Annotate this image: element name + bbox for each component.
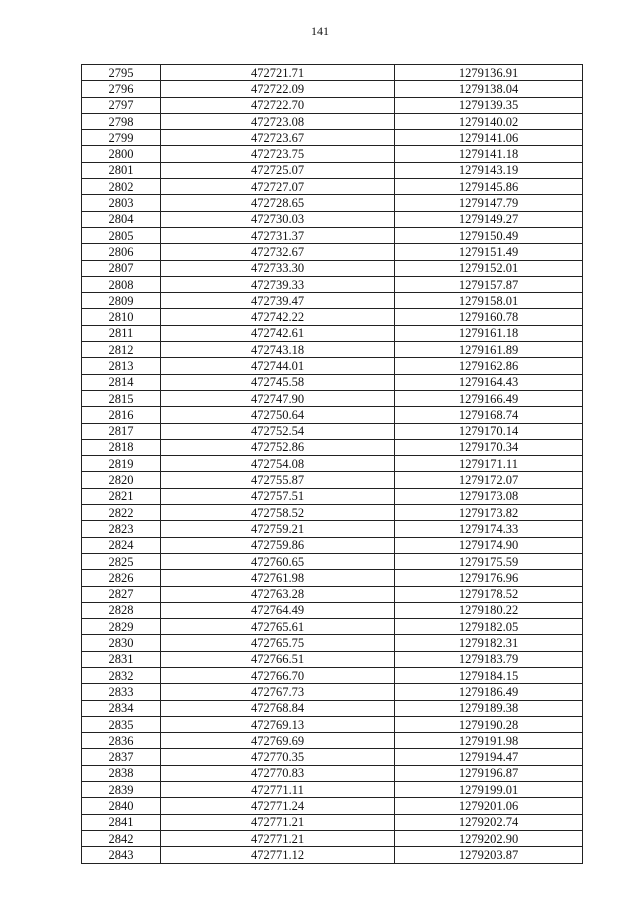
point-id-cell: 2807	[82, 260, 161, 276]
y-coordinate-cell: 1279150.49	[395, 227, 583, 243]
x-coordinate-cell: 472771.24	[161, 798, 395, 814]
x-coordinate-cell: 472727.07	[161, 179, 395, 195]
x-coordinate-cell: 472765.61	[161, 619, 395, 635]
table-row	[82, 798, 583, 814]
table-row	[82, 472, 583, 488]
x-coordinate-cell: 472769.13	[161, 716, 395, 732]
table-row	[82, 700, 583, 716]
y-coordinate-cell: 1279160.78	[395, 309, 583, 325]
y-coordinate-cell: 1279190.28	[395, 716, 583, 732]
x-coordinate-cell: 472771.21	[161, 814, 395, 830]
y-coordinate-cell: 1279139.35	[395, 97, 583, 113]
y-coordinate-cell: 1279173.82	[395, 505, 583, 521]
point-id-cell: 2827	[82, 586, 161, 602]
table-row	[82, 505, 583, 521]
point-id-cell: 2840	[82, 798, 161, 814]
point-id-cell: 2809	[82, 293, 161, 309]
x-coordinate-cell: 472755.87	[161, 472, 395, 488]
x-coordinate-cell: 472747.90	[161, 390, 395, 406]
x-coordinate-cell: 472768.84	[161, 700, 395, 716]
point-id-cell: 2835	[82, 716, 161, 732]
y-coordinate-cell: 1279175.59	[395, 553, 583, 569]
point-id-cell: 2802	[82, 179, 161, 195]
table-row	[82, 244, 583, 260]
table-row	[82, 602, 583, 618]
table-row	[82, 782, 583, 798]
x-coordinate-cell: 472759.86	[161, 537, 395, 553]
y-coordinate-cell: 1279161.18	[395, 325, 583, 341]
table-row	[82, 113, 583, 129]
point-id-cell: 2818	[82, 439, 161, 455]
point-id-cell: 2814	[82, 374, 161, 390]
y-coordinate-cell: 1279141.18	[395, 146, 583, 162]
x-coordinate-cell: 472771.12	[161, 847, 395, 863]
y-coordinate-cell: 1279170.34	[395, 439, 583, 455]
y-coordinate-cell: 1279176.96	[395, 570, 583, 586]
x-coordinate-cell: 472723.08	[161, 113, 395, 129]
table-row	[82, 733, 583, 749]
x-coordinate-cell: 472752.86	[161, 439, 395, 455]
y-coordinate-cell: 1279174.90	[395, 537, 583, 553]
table-row	[82, 276, 583, 292]
x-coordinate-cell: 472764.49	[161, 602, 395, 618]
x-coordinate-cell: 472739.33	[161, 276, 395, 292]
x-coordinate-cell: 472759.21	[161, 521, 395, 537]
table-row	[82, 651, 583, 667]
point-id-cell: 2820	[82, 472, 161, 488]
point-id-cell: 2817	[82, 423, 161, 439]
y-coordinate-cell: 1279182.05	[395, 619, 583, 635]
table-row	[82, 830, 583, 846]
point-id-cell: 2842	[82, 830, 161, 846]
x-coordinate-cell: 472771.11	[161, 782, 395, 798]
point-id-cell: 2833	[82, 684, 161, 700]
point-id-cell: 2830	[82, 635, 161, 651]
y-coordinate-cell: 1279182.31	[395, 635, 583, 651]
x-coordinate-cell: 472758.52	[161, 505, 395, 521]
x-coordinate-cell: 472744.01	[161, 358, 395, 374]
y-coordinate-cell: 1279151.49	[395, 244, 583, 260]
y-coordinate-cell: 1279173.08	[395, 488, 583, 504]
point-id-cell: 2824	[82, 537, 161, 553]
y-coordinate-cell: 1279184.15	[395, 667, 583, 683]
point-id-cell: 2811	[82, 325, 161, 341]
y-coordinate-cell: 1279202.74	[395, 814, 583, 830]
point-id-cell: 2839	[82, 782, 161, 798]
point-id-cell: 2796	[82, 81, 161, 97]
y-coordinate-cell: 1279203.87	[395, 847, 583, 863]
x-coordinate-cell: 472721.71	[161, 65, 395, 81]
table-row	[82, 97, 583, 113]
table-row	[82, 146, 583, 162]
x-coordinate-cell: 472739.47	[161, 293, 395, 309]
x-coordinate-cell: 472731.37	[161, 227, 395, 243]
x-coordinate-cell: 472761.98	[161, 570, 395, 586]
x-coordinate-cell: 472766.51	[161, 651, 395, 667]
y-coordinate-cell: 1279168.74	[395, 407, 583, 423]
table-row	[82, 488, 583, 504]
table-row	[82, 374, 583, 390]
page-number: 141	[311, 24, 329, 38]
table-row	[82, 423, 583, 439]
point-id-cell: 2829	[82, 619, 161, 635]
table-row	[82, 521, 583, 537]
x-coordinate-cell: 472732.67	[161, 244, 395, 260]
point-id-cell: 2837	[82, 749, 161, 765]
table-row	[82, 684, 583, 700]
x-coordinate-cell: 472722.09	[161, 81, 395, 97]
x-coordinate-cell: 472769.69	[161, 733, 395, 749]
x-coordinate-cell: 472752.54	[161, 423, 395, 439]
point-id-cell: 2806	[82, 244, 161, 260]
point-id-cell: 2821	[82, 488, 161, 504]
table-row	[82, 309, 583, 325]
x-coordinate-cell: 472743.18	[161, 342, 395, 358]
point-id-cell: 2805	[82, 227, 161, 243]
point-id-cell: 2810	[82, 309, 161, 325]
y-coordinate-cell: 1279164.43	[395, 374, 583, 390]
x-coordinate-cell: 472728.65	[161, 195, 395, 211]
table-row	[82, 765, 583, 781]
table-row	[82, 456, 583, 472]
x-coordinate-cell: 472722.70	[161, 97, 395, 113]
x-coordinate-cell: 472723.67	[161, 130, 395, 146]
y-coordinate-cell: 1279145.86	[395, 179, 583, 195]
x-coordinate-cell: 472723.75	[161, 146, 395, 162]
point-id-cell: 2831	[82, 651, 161, 667]
x-coordinate-cell: 472750.64	[161, 407, 395, 423]
table-row	[82, 325, 583, 341]
x-coordinate-cell: 472765.75	[161, 635, 395, 651]
point-id-cell: 2843	[82, 847, 161, 863]
y-coordinate-cell: 1279186.49	[395, 684, 583, 700]
table-row	[82, 439, 583, 455]
y-coordinate-cell: 1279201.06	[395, 798, 583, 814]
point-id-cell: 2836	[82, 733, 161, 749]
table-row	[82, 358, 583, 374]
y-coordinate-cell: 1279194.47	[395, 749, 583, 765]
x-coordinate-cell: 472742.22	[161, 309, 395, 325]
table-row	[82, 570, 583, 586]
x-coordinate-cell: 472754.08	[161, 456, 395, 472]
table-row	[82, 407, 583, 423]
x-coordinate-cell: 472757.51	[161, 488, 395, 504]
point-id-cell: 2822	[82, 505, 161, 521]
point-id-cell: 2803	[82, 195, 161, 211]
y-coordinate-cell: 1279147.79	[395, 195, 583, 211]
table-row	[82, 749, 583, 765]
point-id-cell: 2812	[82, 342, 161, 358]
x-coordinate-cell: 472730.03	[161, 211, 395, 227]
y-coordinate-cell: 1279178.52	[395, 586, 583, 602]
y-coordinate-cell: 1279149.27	[395, 211, 583, 227]
point-id-cell: 2841	[82, 814, 161, 830]
coordinates-table	[81, 64, 583, 864]
table-row	[82, 342, 583, 358]
point-id-cell: 2804	[82, 211, 161, 227]
point-id-cell: 2795	[82, 65, 161, 81]
table-row	[82, 847, 583, 863]
point-id-cell: 2826	[82, 570, 161, 586]
table-row	[82, 667, 583, 683]
y-coordinate-cell: 1279196.87	[395, 765, 583, 781]
table-row	[82, 211, 583, 227]
table-row	[82, 162, 583, 178]
point-id-cell: 2816	[82, 407, 161, 423]
x-coordinate-cell: 472725.07	[161, 162, 395, 178]
x-coordinate-cell: 472742.61	[161, 325, 395, 341]
table-row	[82, 81, 583, 97]
table-row	[82, 179, 583, 195]
x-coordinate-cell: 472770.83	[161, 765, 395, 781]
table-row	[82, 619, 583, 635]
y-coordinate-cell: 1279143.19	[395, 162, 583, 178]
x-coordinate-cell: 472766.70	[161, 667, 395, 683]
y-coordinate-cell: 1279166.49	[395, 390, 583, 406]
y-coordinate-cell: 1279141.06	[395, 130, 583, 146]
point-id-cell: 2832	[82, 667, 161, 683]
y-coordinate-cell: 1279202.90	[395, 830, 583, 846]
point-id-cell: 2797	[82, 97, 161, 113]
point-id-cell: 2819	[82, 456, 161, 472]
y-coordinate-cell: 1279170.14	[395, 423, 583, 439]
point-id-cell: 2800	[82, 146, 161, 162]
point-id-cell: 2834	[82, 700, 161, 716]
table-row	[82, 390, 583, 406]
x-coordinate-cell: 472760.65	[161, 553, 395, 569]
x-coordinate-cell: 472763.28	[161, 586, 395, 602]
y-coordinate-cell: 1279157.87	[395, 276, 583, 292]
x-coordinate-cell: 472767.73	[161, 684, 395, 700]
y-coordinate-cell: 1279138.04	[395, 81, 583, 97]
point-id-cell: 2815	[82, 390, 161, 406]
point-id-cell: 2823	[82, 521, 161, 537]
point-id-cell: 2838	[82, 765, 161, 781]
x-coordinate-cell: 472733.30	[161, 260, 395, 276]
table-row	[82, 227, 583, 243]
table-row	[82, 635, 583, 651]
y-coordinate-cell: 1279191.98	[395, 733, 583, 749]
point-id-cell: 2825	[82, 553, 161, 569]
point-id-cell: 2799	[82, 130, 161, 146]
y-coordinate-cell: 1279172.07	[395, 472, 583, 488]
y-coordinate-cell: 1279152.01	[395, 260, 583, 276]
y-coordinate-cell: 1279180.22	[395, 602, 583, 618]
point-id-cell: 2801	[82, 162, 161, 178]
table-row	[82, 130, 583, 146]
y-coordinate-cell: 1279161.89	[395, 342, 583, 358]
table-row	[82, 537, 583, 553]
y-coordinate-cell: 1279158.01	[395, 293, 583, 309]
point-id-cell: 2828	[82, 602, 161, 618]
point-id-cell: 2808	[82, 276, 161, 292]
table-row	[82, 260, 583, 276]
y-coordinate-cell: 1279162.86	[395, 358, 583, 374]
y-coordinate-cell: 1279183.79	[395, 651, 583, 667]
y-coordinate-cell: 1279171.11	[395, 456, 583, 472]
x-coordinate-cell: 472771.21	[161, 830, 395, 846]
table-row	[82, 195, 583, 211]
y-coordinate-cell: 1279140.02	[395, 113, 583, 129]
coordinates-table-body	[82, 65, 583, 864]
table-row	[82, 814, 583, 830]
y-coordinate-cell: 1279189.38	[395, 700, 583, 716]
point-id-cell: 2798	[82, 113, 161, 129]
table-row	[82, 586, 583, 602]
x-coordinate-cell: 472770.35	[161, 749, 395, 765]
x-coordinate-cell: 472745.58	[161, 374, 395, 390]
y-coordinate-cell: 1279199.01	[395, 782, 583, 798]
table-row	[82, 716, 583, 732]
table-row	[82, 65, 583, 81]
table-row	[82, 553, 583, 569]
table-row	[82, 293, 583, 309]
point-id-cell: 2813	[82, 358, 161, 374]
y-coordinate-cell: 1279174.33	[395, 521, 583, 537]
y-coordinate-cell: 1279136.91	[395, 65, 583, 81]
